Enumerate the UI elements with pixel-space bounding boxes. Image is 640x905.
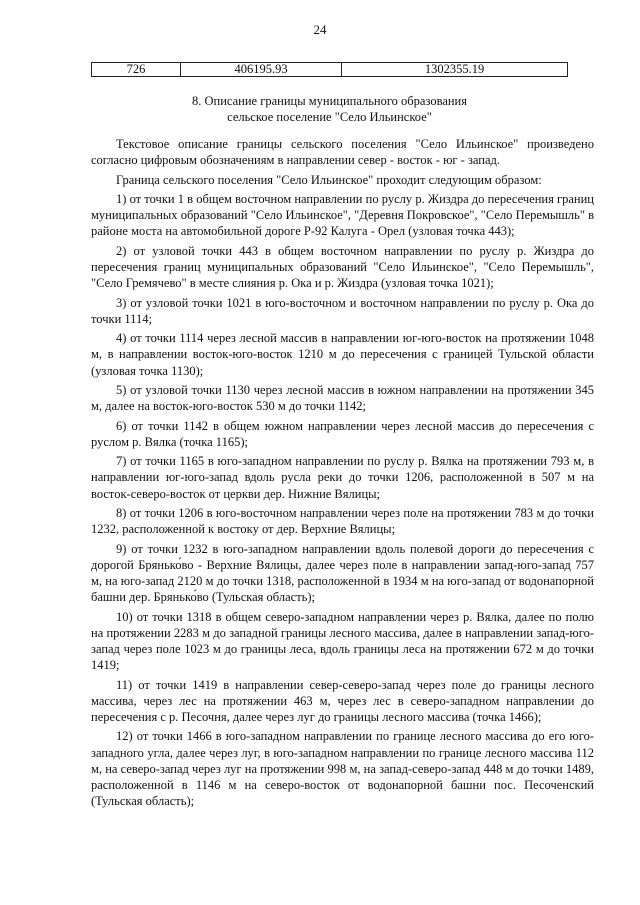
list-item: 8) от точки 1206 в юго-восточном направлении через поле на протяжении 783 м до точки 1232, расположенной к востоку от дер. Верхние Вялицы;	[91, 505, 594, 537]
list-item: 10) от точки 1318 в общем северо-западном направлении через р. Вялка, далее по полю на протяжении 2283 м до западной границы лесного массива, далее в направлении запад-юго-запад через поле 1023 м до границы леса, вдоль границы леса на протяжении 672 м до точки 1419;	[91, 609, 594, 673]
table-cell-y: 1302355.19	[342, 63, 568, 77]
section-heading-line1: 8. Описание границы муниципального образования	[192, 94, 467, 108]
section-heading	[91, 94, 568, 125]
list-item: 6) от точки 1142 в общем южном направлении через лесной массив до пересечения с руслом р. Вялка (точка 1165);	[91, 418, 594, 449]
paragraph-boundary-lead: Граница сельского поселения "Село Ильинское" проходит следующим образом:	[116, 172, 542, 187]
paragraph-intro: Текстовое описание границы сельского поселения "Село Ильинское" произведено согласно цифровым обозначениям в направлении север - восток - юг - запад.	[91, 137, 594, 168]
list-item: 2) от узловой точки 443 в общем восточном направлении по руслу р. Жиздра до пересечения границ муниципальных образований "Село Ильинское", "Село Перемышль", "Село Гремячево" в месте слияния р. Ока и р. Жиздра (узловая точка 1021);	[91, 243, 594, 291]
list-item: 1) от точки 1 в общем восточном направлении по руслу р. Жиздра до пересечения границ муниципальных образований "Село Ильинское", "Деревня Покровское", "Село Перемышль" в районе моста на автомобильной дороге Р-92 Калуга - Орел (узловая точка 443);	[91, 191, 594, 239]
list-item: 3) от узловой точки 1021 в юго-восточном и восточном направлении по руслу р. Ока до точки 1114;	[91, 295, 594, 326]
section-heading-line2: сельское поселение "Село Ильинское"	[227, 109, 432, 124]
table-cell-x: 406195.93	[181, 63, 342, 77]
list-item: 5) от узловой точки 1130 через лесной массив в южном направлении на протяжении 345 м, далее на восток-юго-восток 530 м до точки 1142;	[91, 382, 594, 414]
list-item: 4) от точки 1114 через лесной массив в направлении юг-юго-восток на протяжении 1048 м, в направлении восток-юго-восток 1210 м до пересечения с границей Тульской области (узловая точка 1130);	[91, 331, 594, 378]
page-number: 24	[313, 22, 327, 37]
table-row	[92, 63, 568, 77]
list-item: 11) от точки 1419 в направлении север-северо-запад через поле до границы лесного массива, через лес на протяжении 463 м, через лес в северо-западном направлении до пересечения с р. Песочня, далее через луг до границы лесного массива (точка 1466);	[91, 677, 594, 724]
table-cell-point: 726	[92, 63, 181, 77]
list-item: 7) от точки 1165 в юго-западном направлении по руслу р. Вялка на протяжении 793 м, в направлении юг-юго-запад вдоль русла реки до точки 1206, расположенной в 507 м на восток-северо-восток от церкви дер. Нижние Вялицы;	[91, 454, 594, 501]
list-item: 12) от точки 1466 в юго-западном направлении по границе лесного массива до его юго-западного угла, далее через луг, в юго-западном направлении по границе лесного массива 112 м, на северо-запад через луг на протяжении 998 м, на запад-северо-запад 448 м до точки 1489, расположенной в 1146 м на северо-восток от водонапорной башни пос. Песоченский (Тульская область);	[91, 729, 594, 809]
document-body	[91, 136, 594, 813]
list-item: 9) от точки 1232 в юго-западном направлении вдоль полевой дороги до пересечения с дорогой Брянько́во - Верхние Вялицы, далее через поле в направлении запад-юго-запад 757 м, на юго-запад 2120 м до точки 1318, расположенной в 1934 м на юго-запад от водонапорной башни дер. Брянько́во (Тульская область);	[91, 541, 594, 605]
coordinates-table	[91, 62, 568, 77]
